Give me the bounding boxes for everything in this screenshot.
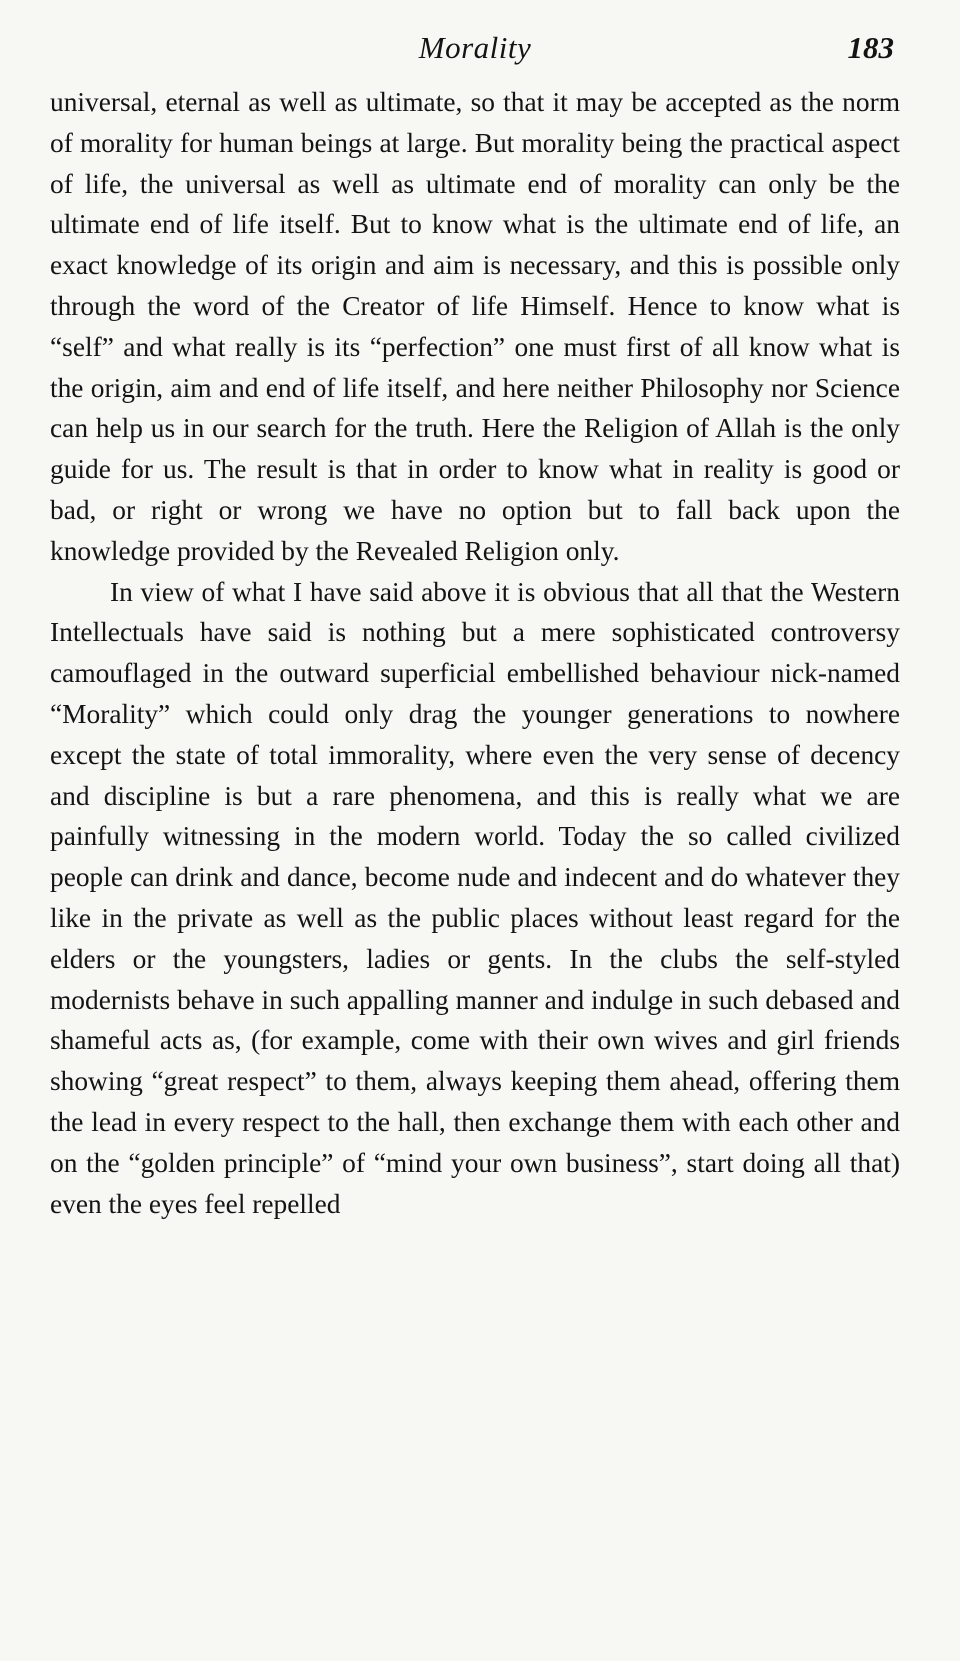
- paragraph-2: In view of what I have said above it is obvious that all that the Western Intellectuals have said is nothing but a mere sophisticated controversy camouflaged in the outward superficial embellished behaviour nick-named “Morality” which could only drag the younger generations to nowhere except the state of total immorality, where even the very sense of decency and discipline is but a rare phenomena, and this is really what we are painfully witnessing in the modern world. Today the so called civilized people can drink and dance, become nude and indecent and do whatever they like in the private as well as the public places without least regard for the elders or the youngsters, ladies or gents. In the clubs the self-styled modernists behave in such appalling manner and indulge in such debased and shameful acts as, (for example, come with their own wives and girl friends showing “great respect” to them, always keeping them ahead, offering them the lead in every respect to the hall, then exchange them with each other and on the “golden principle” of “mind your own business”, start doing all that) even the eyes feel repelled: [50, 576, 900, 1219]
- running-title: Morality: [418, 30, 532, 65]
- running-header: [50, 30, 900, 82]
- page-number: 183: [847, 30, 894, 65]
- paragraph-1: universal, eternal as well as ultimate, so that it may be accepted as the norm of morality for human beings at large. But morality being the practical aspect of life, the universal as well as ultimate end of morality can only be the ultimate end of life itself. But to know what is the ultimate end of life, an exact knowledge of its origin and aim is necessary, and this is possible only through the word of the Creator of life Himself. Hence to know what is “self” and what really is its “perfection” one must first of all know what is the origin, aim and end of life itself, and here neither Philosophy nor Science can help us in our search for the truth. Here the Religion of Allah is the only guide for us. The result is that in order to know what in reality is good or bad, or right or wrong we have no option but to fall back upon the knowledge provided by the Revealed Religion only.: [50, 87, 900, 566]
- body-text: [50, 82, 900, 1224]
